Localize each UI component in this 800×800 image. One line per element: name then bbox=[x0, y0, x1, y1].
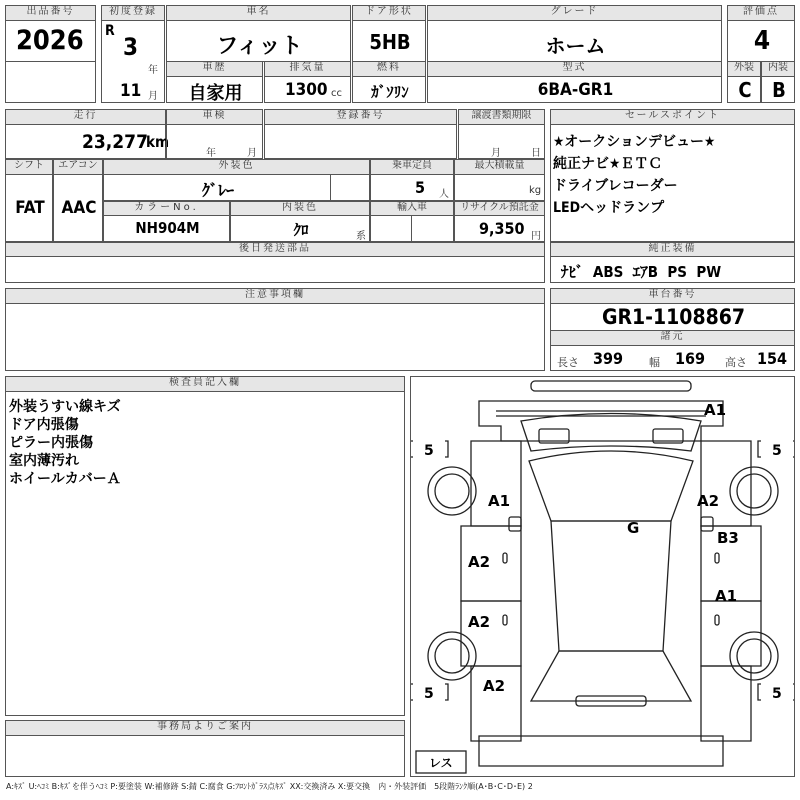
fuel-box bbox=[352, 76, 426, 103]
left-rear-door-outline bbox=[461, 601, 521, 666]
grade-box bbox=[427, 20, 722, 62]
person-unit: 人 bbox=[439, 189, 449, 200]
wheel-front-left-inner bbox=[435, 474, 469, 508]
roof-outline bbox=[551, 521, 671, 651]
tire-rear-right: 5 bbox=[772, 686, 782, 702]
color-box bbox=[103, 174, 331, 201]
fuel: ｶﾞｿﾘﾝ bbox=[371, 83, 409, 101]
era: R bbox=[105, 23, 115, 39]
specs-label: 諸元 bbox=[550, 330, 795, 346]
car-name-label: 車名 bbox=[166, 5, 351, 21]
import-label: 輸入車 bbox=[370, 201, 454, 216]
capacity-label: 乗車定員 bbox=[370, 159, 454, 175]
roof-rail-front bbox=[531, 381, 691, 391]
kg-unit: kg bbox=[529, 185, 542, 196]
ac-label: エアコン bbox=[53, 159, 103, 175]
chassis-label: 車台番号 bbox=[550, 288, 795, 304]
year-unit: 年 bbox=[148, 65, 158, 76]
cc-unit: cc bbox=[331, 88, 342, 99]
transfer-label: 譲渡書類期限 bbox=[458, 109, 545, 125]
reg-year: 3 bbox=[123, 33, 139, 61]
ac-box bbox=[53, 174, 103, 242]
sales-label: セールスポイント bbox=[550, 109, 795, 125]
mark-left-rear-door: A2 bbox=[468, 613, 491, 631]
yen-unit: 円 bbox=[531, 231, 541, 242]
office-label: 事務局よりご案内 bbox=[5, 720, 405, 736]
lot-box bbox=[5, 20, 96, 62]
door-handle bbox=[503, 553, 507, 563]
later-parts-box bbox=[5, 256, 545, 283]
km-unit: km bbox=[146, 133, 170, 151]
shift-label: シフト bbox=[5, 159, 53, 175]
door-handle bbox=[715, 615, 719, 625]
mark-left-front-fender: A1 bbox=[488, 492, 511, 510]
mark-right-front-door: B3 bbox=[717, 529, 739, 547]
score-label: 評価点 bbox=[727, 5, 795, 21]
int-color-box bbox=[230, 215, 370, 242]
lot-spacer bbox=[5, 61, 96, 103]
month-unit: 月 bbox=[148, 91, 158, 102]
tire-values bbox=[424, 443, 782, 702]
width: 169 bbox=[675, 349, 706, 368]
mark-left-rear-quarter: A2 bbox=[483, 677, 506, 695]
color-no-box bbox=[103, 215, 230, 242]
mirror-left bbox=[509, 517, 521, 531]
inspector-label: 検査員記入欄 bbox=[5, 376, 405, 392]
color-no-label: カラーNo. bbox=[103, 201, 230, 216]
equipment-label: 純正装備 bbox=[550, 242, 795, 257]
inspection-box bbox=[166, 124, 263, 159]
displacement: 1300 bbox=[285, 80, 328, 100]
notes-box bbox=[5, 303, 545, 371]
front-bumper-outline bbox=[479, 401, 723, 441]
grade: ホーム bbox=[545, 34, 606, 58]
door-handle bbox=[715, 553, 719, 563]
sales-point: LEDヘッドランプ bbox=[553, 200, 665, 216]
width-label: 幅 bbox=[649, 356, 660, 369]
score: 4 bbox=[753, 26, 771, 56]
inspection-label: 車検 bbox=[166, 109, 263, 125]
reg-month: 11 bbox=[120, 81, 142, 101]
color-no: NH904M bbox=[135, 219, 200, 237]
displacement-label: 排気量 bbox=[264, 61, 351, 77]
transfer-day-unit: 日 bbox=[531, 148, 541, 159]
import-box-a bbox=[370, 215, 412, 242]
specs-box bbox=[550, 345, 795, 371]
load-box bbox=[454, 174, 545, 201]
wheel-rear-right-inner bbox=[737, 639, 771, 673]
mark-left-front-door: A2 bbox=[468, 553, 491, 571]
transfer-month-unit: 月 bbox=[491, 148, 501, 159]
inspector-line: ドア内張傷 bbox=[9, 417, 79, 433]
inspector-line: 外装うすい線キズ bbox=[9, 399, 121, 415]
car-name: フィット bbox=[216, 34, 303, 59]
interior-box bbox=[761, 76, 795, 103]
grade-label: グレード bbox=[427, 5, 722, 21]
model-label: 型式 bbox=[427, 61, 722, 77]
exterior-score: C bbox=[738, 78, 752, 102]
tire-front-right: 5 bbox=[772, 443, 782, 459]
int-color: ｸﾛ bbox=[293, 221, 309, 239]
rear-glass-outline bbox=[531, 651, 691, 701]
regno-label: 登録番号 bbox=[264, 109, 457, 125]
left-front-fender-outline bbox=[471, 441, 521, 526]
shift-box bbox=[5, 174, 53, 242]
first-reg-label: 初度登録 bbox=[101, 5, 165, 21]
recycle-box bbox=[454, 215, 545, 242]
history-box bbox=[166, 76, 263, 103]
load-label: 最大積載量 bbox=[454, 159, 545, 175]
door-handle bbox=[503, 615, 507, 625]
int-color-label: 内装色 bbox=[230, 201, 370, 216]
color: ｸﾞﾚｰ bbox=[201, 181, 234, 200]
interior-label: 内装 bbox=[761, 61, 795, 77]
door-type: 5HB bbox=[369, 30, 411, 54]
recycle-label: リサイクル預託金 bbox=[454, 201, 545, 216]
inspection-year-unit: 年 bbox=[206, 148, 216, 159]
notes-label: 注意事項欄 bbox=[5, 288, 545, 304]
tire-rear-left: 5 bbox=[424, 686, 434, 702]
interior-score: B bbox=[772, 78, 786, 102]
model-box bbox=[427, 76, 722, 103]
mileage-label: 走行 bbox=[5, 109, 166, 125]
mark-front-bumper: A1 bbox=[704, 401, 727, 419]
import-box-b bbox=[411, 215, 454, 242]
shift: FAT bbox=[15, 198, 45, 218]
exterior-box bbox=[727, 76, 761, 103]
car-diagram bbox=[410, 376, 795, 777]
transfer-box bbox=[458, 124, 545, 159]
lot-number: 2026 bbox=[16, 25, 84, 56]
score-box bbox=[727, 20, 795, 62]
chassis-number: GR1-1108867 bbox=[601, 305, 746, 329]
inspector-line: ホイールカバーＡ bbox=[9, 471, 121, 487]
inspector-box bbox=[5, 391, 405, 716]
displacement-box bbox=[264, 76, 351, 103]
length-label: 長さ bbox=[557, 356, 579, 369]
office-box bbox=[5, 735, 405, 777]
mark-right-front-fender: A2 bbox=[697, 492, 720, 510]
history: 自家用 bbox=[188, 83, 243, 104]
tire-front-left: 5 bbox=[424, 443, 434, 459]
equipment-box bbox=[550, 256, 795, 283]
first-reg-box bbox=[101, 20, 165, 103]
wheel-rear-left-inner bbox=[435, 639, 469, 673]
height: 154 bbox=[757, 349, 788, 368]
mark-roof: G bbox=[627, 519, 640, 537]
model: 6BA-GR1 bbox=[537, 80, 614, 100]
windscreen-outline bbox=[529, 451, 693, 521]
wheel-front-right-inner bbox=[737, 474, 771, 508]
sales-point: ★オークションデビュー★ bbox=[553, 134, 716, 150]
spare-value: レス bbox=[429, 756, 453, 770]
door-label: ドア形状 bbox=[352, 5, 426, 21]
inspection-month-unit: 月 bbox=[247, 148, 257, 159]
mileage-box bbox=[5, 124, 170, 159]
ac: AAC bbox=[61, 198, 97, 218]
chassis-box bbox=[550, 303, 795, 331]
inspector-line: 室内薄汚れ bbox=[9, 453, 79, 469]
lot-label: 出品番号 bbox=[5, 5, 96, 21]
mirror-right bbox=[701, 517, 713, 531]
sales-point: 純正ナビ★ＥＴＣ bbox=[553, 156, 663, 172]
kei-unit: 系 bbox=[356, 231, 366, 242]
history-label: 車歴 bbox=[166, 61, 263, 77]
fuel-label: 燃料 bbox=[352, 61, 426, 77]
recycle: 9,350 bbox=[479, 219, 525, 238]
length: 399 bbox=[593, 349, 624, 368]
exterior-label: 外装 bbox=[727, 61, 761, 77]
color-spacer bbox=[330, 174, 370, 201]
door-box bbox=[352, 20, 426, 62]
color-label: 外装色 bbox=[103, 159, 370, 175]
sales-point: ドライブレコーダー bbox=[553, 178, 678, 194]
car-name-box bbox=[166, 20, 351, 62]
height-label: 高さ bbox=[725, 356, 747, 369]
mark-right-rear-door: A1 bbox=[715, 587, 738, 605]
equipment: ﾅﾋﾞ ABS ｴｱB PS PW bbox=[561, 263, 722, 281]
hood-outline bbox=[521, 414, 701, 452]
later-parts-label: 後日発送部品 bbox=[5, 242, 545, 257]
legend: A:ｷｽﾞ U:ﾍｺﾐ B:ｷｽﾞを伴うﾍｺﾐ P:要塗装 W:補修跡 S:錆 C:腐食 G:ﾌﾛﾝﾄｶﾞﾗｽ点ｷｽﾞ XX:交換済み X:要交換 内・外装評価 5段階ﾗﾝｸ順(A･B･C･D･E) 2 bbox=[6, 782, 533, 791]
inspector-line: ピラー内張傷 bbox=[9, 435, 93, 451]
capacity-box bbox=[370, 174, 454, 201]
mileage: 23,277 bbox=[82, 131, 148, 153]
regno-box bbox=[264, 124, 457, 159]
car-diagram-svg bbox=[411, 377, 794, 776]
capacity: 5 bbox=[415, 178, 426, 197]
right-rear-door-outline bbox=[701, 601, 761, 666]
sales-box bbox=[550, 124, 795, 242]
